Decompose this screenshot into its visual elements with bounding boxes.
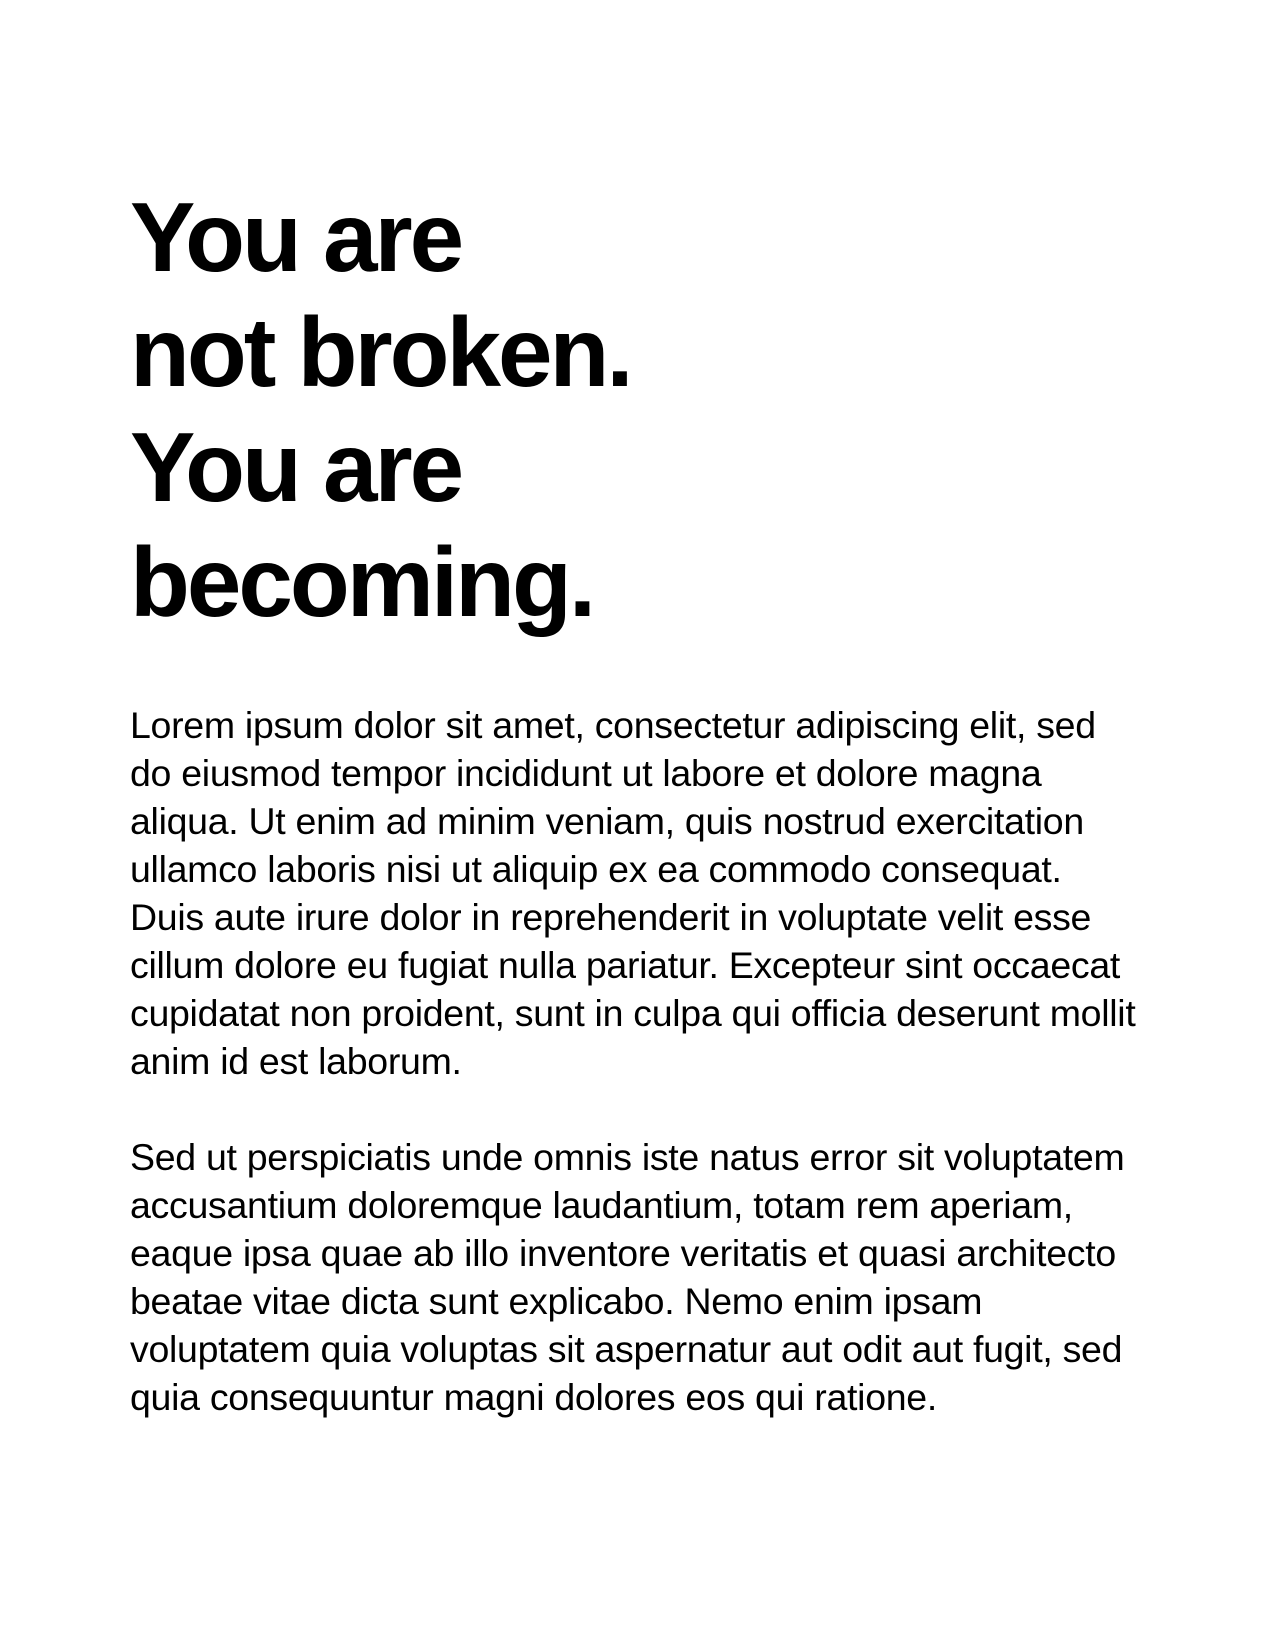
body-paragraph-2: Sed ut perspiciatis unde omnis iste natus error sit voluptatem accusantium doloremque laudantium, totam rem aperiam, eaque ipsa quae ab illo inventore veritatis et quasi architecto beatae vitae dicta sunt explicabo. Nemo enim ipsam voluptatem quia voluptas sit aspernatur aut odit aut fugit, sed quia consequuntur magni dolores eos qui ratione. bbox=[130, 1136, 1125, 1418]
document-page bbox=[130, 180, 1140, 1421]
headline bbox=[130, 180, 1140, 640]
headline-line-2: not broken. bbox=[130, 297, 631, 407]
headline-line-1: You are bbox=[130, 182, 462, 292]
headline-line-3: You are bbox=[130, 412, 462, 522]
headline-line-4: becoming. bbox=[130, 527, 594, 637]
body-paragraph-1: Lorem ipsum dolor sit amet, consectetur adipiscing elit, sed do eiusmod tempor incididunt ut labore et dolore magna aliqua. Ut enim ad minim veniam, quis nostrud exercitation ullamco laboris nisi ut aliquip ex ea commodo consequat. Duis aute irure dolor in reprehenderit in voluptate velit esse cillum dolore eu fugiat nulla pariatur. Excepteur sint occaecat cupidatat non proident, sunt in culpa qui officia deserunt mollit anim id est laborum. bbox=[130, 704, 1136, 1082]
